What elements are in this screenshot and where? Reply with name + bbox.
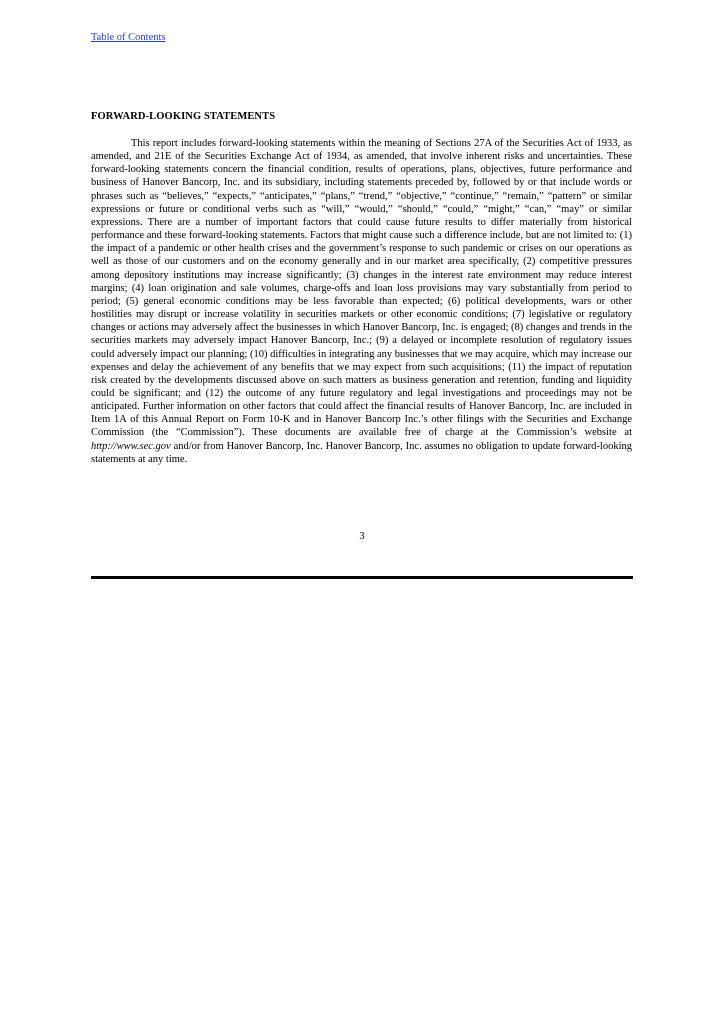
paragraph-text-after-url: and/or from Hanover Bancorp, Inc. Hanover Bancorp, Inc. assumes no obligation to update forward-looking statements at any time.: [91, 440, 632, 465]
forward-looking-paragraph: [91, 137, 632, 466]
sec-website-url: http://www.sec.gov: [91, 440, 171, 452]
page-divider: [91, 576, 633, 579]
section-heading: FORWARD-LOOKING STATEMENTS: [91, 111, 276, 122]
page-number: 3: [359, 531, 365, 542]
table-of-contents-link[interactable]: Table of Contents: [91, 32, 166, 43]
paragraph-text-before-url: This report includes forward-looking statements within the meaning of Sections 27A of the Securities Act of 1933, as amended, and 21E of the Securities Exchange Act of 1934, as amended, that involve inherent risks and uncertainties. These forward-looking statements concern the financial condition, results of operations, plans, objectives, future performance and business of Hanover Bancorp, Inc. and its subsidiary, including statements preceded by, followed by or that include words or phrases such as “believes,” “expects,” “anticipates,” “plans,” “trend,” “objective,” “continue,” “remain,” “pattern” or similar expressions or future or conditional verbs such as “will,” “would,” “should,” “could,” “might,” “can,” “may” or similar expressions. There are a number of important factors that could cause future results to differ materially from historical performance and these forward-looking statements. Factors that might cause such a difference include, but are not limited to: (1) the impact of a pandemic or other health crises and the government’s response to such pandemic or crises on our operations as well as those of our customers and on the economy generally and in our market area specifically, (2) competitive pressures among depository institutions may increase significantly; (3) changes in the interest rate environment may reduce interest margins; (4) loan origination and sale volumes, charge-offs and loan loss provisions may vary substantially from period to period; (5) general economic conditions may be less favorable than expected; (6) political developments, wars or other hostilities may disrupt or increase volatility in securities markets or other economic conditions; (7) legislative or regulatory changes or actions may adversely affect the businesses in which Hanover Bancorp, Inc. is engaged; (8) changes and trends in the securities markets may adversely impact Hanover Bancorp, Inc.; (9) a delayed or incomplete resolution of regulatory issues could adversely impact our planning; (10) difficulties in integrating any businesses that we may acquire, which may increase our expenses and delay the achievement of any benefits that we may expect from such acquisitions; (11) the impact of reputation risk created by the developments discussed above on such matters as business generation and retention, funding and liquidity could be significant; and (12) the outcome of any future regulatory and legal investigations and proceedings may not be anticipated. Further information on other factors that could affect the financial results of Hanover Bancorp, Inc. are included in Item 1A of this Annual Report on Form 10-K and in Hanover Bancorp Inc.’s other filings with the Securities and Exchange Commission (the “Commission”). These documents are available free of charge at the Commission’s website at: [91, 138, 632, 439]
